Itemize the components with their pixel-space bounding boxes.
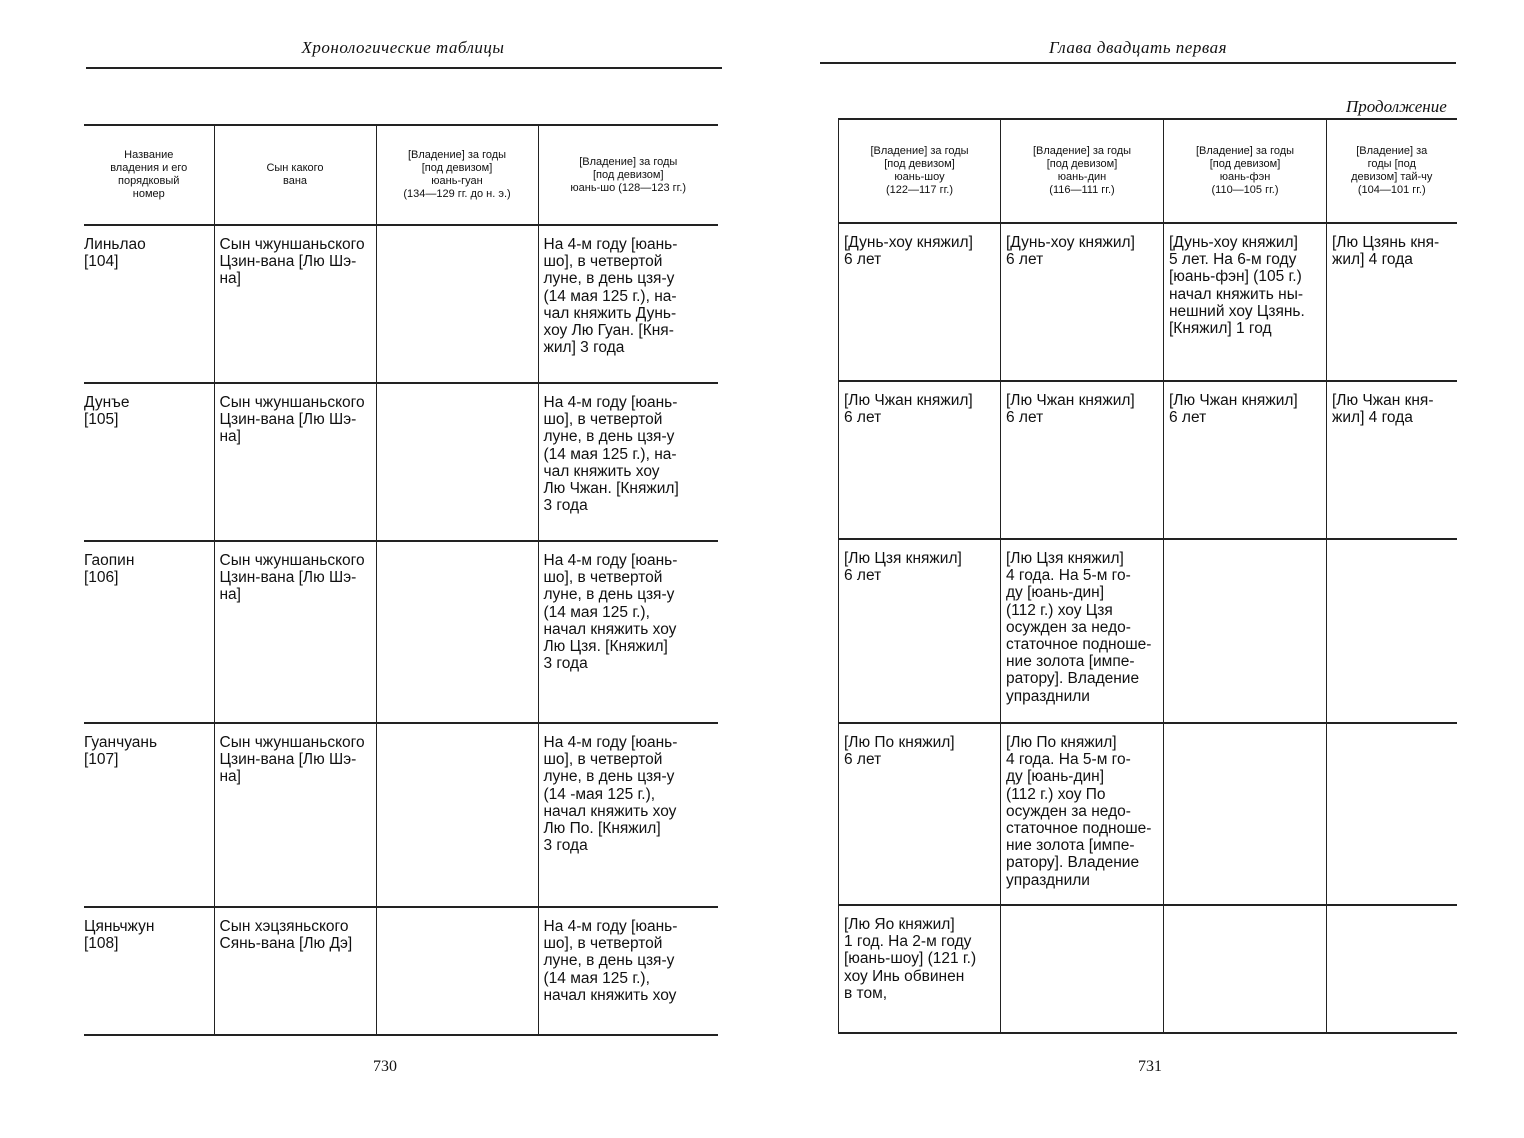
chronology-table (84, 124, 718, 1036)
cell-son-of: Сын хэцзяньского Сянь-вана [Лю Дэ] (214, 907, 376, 1035)
cell-yuan-guang (376, 383, 538, 541)
cell-yuan-ding: [Лю Цзя княжил] 4 года. На 5-м го- ду [юань-дин] (112 г.) хоу Цзя осужден за недо- статочное подноше- ние золота [импе- ратору]. Владение упразднили (1001, 539, 1164, 723)
cell-yuan-feng (1164, 723, 1327, 905)
cell-yuan-feng (1164, 905, 1327, 1033)
cell-son-of: Сын чжуншаньского Цзин-вана [Лю Шэ- на] (214, 541, 376, 723)
column-header-yuan-shou: [Владение] за годы [под девизом] юань-шоу (122—117 гг.) (839, 119, 1001, 223)
cell-name: Гаопин [106] (84, 552, 135, 587)
cell-yuan-feng: [Дунь-хоу княжил] 5 лет. На 6-м году [юань-фэн] (105 г.) начал княжить ны- нешний хоу Цзянь. [Княжил] 1 год (1164, 223, 1327, 381)
cell-yuan-guang (376, 541, 538, 723)
table-row (84, 907, 718, 1035)
cell-yuan-shuo: На 4-м году [юань- шо], в четвертой луне, в день цзя-у (14 -мая 125 г.), начал княжить хоу Лю По. [Княжил] 3 года (538, 723, 718, 907)
cell-son-of: Сын чжуншаньского Цзин-вана [Лю Шэ- на] (214, 383, 376, 541)
cell-tai-chu (1327, 723, 1457, 905)
cell-yuan-feng (1164, 539, 1327, 723)
cell-yuan-shou: [Лю По княжил] 6 лет (839, 723, 1001, 905)
cell-name: Линьлао [104] (84, 236, 146, 271)
cell-yuan-ding: [Лю По княжил] 4 года. На 5-м го- ду [юань-дин] (112 г.) хоу По осужден за недо- статочное подноше- ние золота [импе- ратору]. Владение упразднили (1001, 723, 1164, 905)
table-row (839, 539, 1457, 723)
chronology-table-continued (838, 118, 1457, 1034)
cell-yuan-shuo: На 4-м году [юань- шо], в четвертой луне, в день цзя-у (14 мая 125 г.), начал княжить хоу (538, 907, 718, 1035)
table-header-row (84, 125, 718, 225)
table-header-row (839, 119, 1457, 223)
table-row (839, 905, 1457, 1033)
cell-yuan-feng: [Лю Чжан княжил] 6 лет (1164, 381, 1327, 539)
cell-yuan-ding: [Дунь-хоу княжил] 6 лет (1001, 223, 1164, 381)
cell-yuan-shuo: На 4-м году [юань- шо], в четвертой луне, в день цзя-у (14 мая 125 г.), начал княжить хоу Лю Цзя. [Княжил] 3 года (538, 541, 718, 723)
right-page (762, 0, 1524, 1138)
cell-tai-chu: [Лю Цзянь кня- жил] 4 года (1327, 223, 1457, 381)
cell-yuan-shou: [Лю Яо княжил] 1 год. На 2-м году [юань-шоу] (121 г.) хоу Инь обвинен в том, (839, 905, 1001, 1033)
cell-yuan-shou: [Дунь-хоу княжил] 6 лет (839, 223, 1001, 381)
cell-son-of: Сын чжуншаньского Цзин-вана [Лю Шэ- на] (214, 723, 376, 907)
column-header-yuan-feng: [Владение] за годы [под девизом] юань-фэн (110—105 гг.) (1164, 119, 1327, 223)
header-rule (820, 62, 1456, 64)
cell-yuan-shou: [Лю Цзя княжил] 6 лет (839, 539, 1001, 723)
running-head: Хронологические таблицы (301, 38, 505, 57)
column-header-name: Название владения и его порядковый номер (110, 149, 188, 200)
table-row (839, 223, 1457, 381)
cell-tai-chu (1327, 539, 1457, 723)
cell-yuan-ding: [Лю Чжан княжил] 6 лет (1001, 381, 1164, 539)
cell-yuan-shuo: На 4-м году [юань- шо], в четвертой луне, в день цзя-у (14 мая 125 г.), на- чал княжить хоу Лю Чжан. [Княжил] 3 года (538, 383, 718, 541)
column-header-tai-chu: [Владение] за годы [под девизом] тай-чу (104—101 гг.) (1327, 119, 1457, 223)
cell-yuan-guang (376, 723, 538, 907)
cell-yuan-shuo: На 4-м году [юань- шо], в четвертой луне, в день цзя-у (14 мая 125 г.), на- чал княжить Дунь- хоу Лю Гуан. [Кня- жил] 3 года (538, 225, 718, 383)
cell-name: Цяньчжун [108] (84, 918, 155, 953)
header-rule (86, 67, 722, 69)
cell-yuan-shou: [Лю Чжан княжил] 6 лет (839, 381, 1001, 539)
continuation-label: Продолжение (1346, 97, 1447, 116)
table-row (839, 723, 1457, 905)
page-number: 731 (1138, 1058, 1162, 1075)
cell-tai-chu: [Лю Чжан кня- жил] 4 года (1327, 381, 1457, 539)
cell-tai-chu (1327, 905, 1457, 1033)
cell-yuan-guang (376, 225, 538, 383)
page-number: 730 (373, 1058, 397, 1075)
table-row (84, 383, 718, 541)
table-row (84, 541, 718, 723)
cell-name: Гуанчуань [107] (84, 734, 158, 769)
cell-yuan-guang (376, 907, 538, 1035)
cell-name: Дунъе [105] (84, 394, 130, 429)
table-row (84, 723, 718, 907)
table-row (839, 381, 1457, 539)
running-head: Глава двадцать первая (1048, 38, 1228, 57)
column-header-yuan-guang: [Владение] за годы [под девизом] юань-гуан (134—129 гг. до н. э.) (376, 125, 538, 225)
cell-yuan-ding (1001, 905, 1164, 1033)
column-header-yuan-shuo: [Владение] за годы [под девизом] юань-шо (128—123 гг.) (538, 125, 718, 225)
column-header-yuan-ding: [Владение] за годы [под девизом] юань-дин (116—111 гг.) (1001, 119, 1164, 223)
table-row (84, 225, 718, 383)
column-header-son-of: Сын какого вана (214, 125, 376, 225)
cell-son-of: Сын чжуншаньского Цзин-вана [Лю Шэ- на] (214, 225, 376, 383)
